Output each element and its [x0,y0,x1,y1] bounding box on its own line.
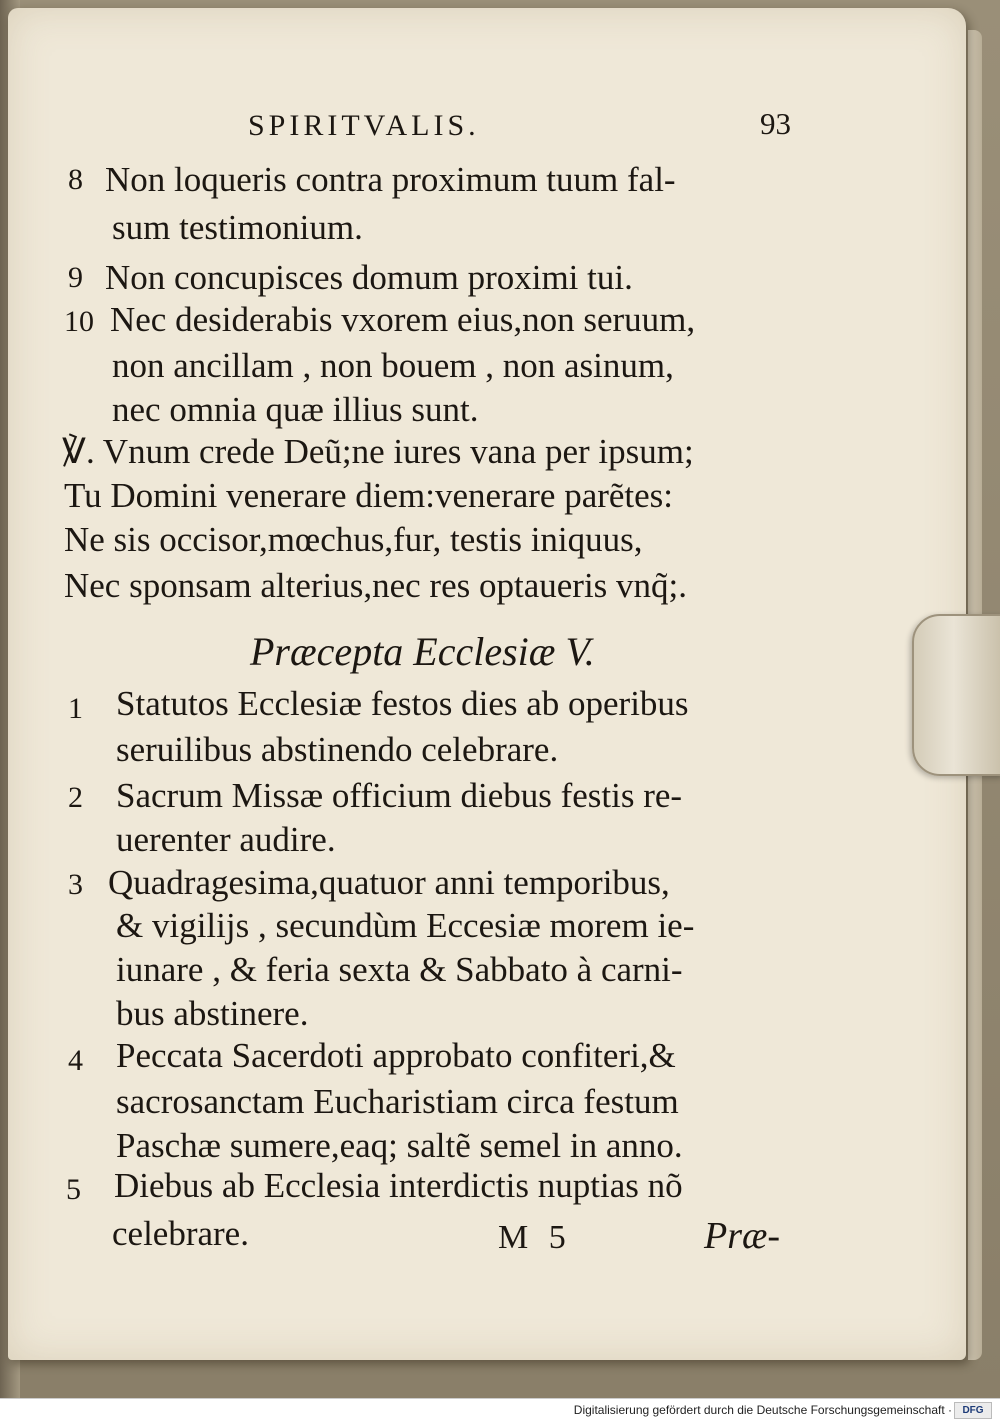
precept-line: Quadragesima,quatuor anni temporibus, [108,863,670,902]
precept-number: 3 [68,868,83,901]
commandment-number: 8 [68,163,83,196]
precept-line: sacrosanctam Eucharistiam circa festum [116,1082,679,1121]
commandment-line: nec omnia quæ illius sunt. [112,390,479,429]
verse-line: Ne sis occisor,mœchus,fur, testis iniquus, [64,520,643,559]
precept-line: Peccata Sacerdoti approbato confiteri,& [116,1036,676,1075]
commandment-line: Non loqueris contra proximum tuum fal- [105,160,676,199]
precept-line: bus abstinere. [116,994,309,1033]
commandment-line: sum testimonium. [112,208,363,247]
dfg-logo: DFG [954,1402,992,1419]
precept-number: 2 [68,781,83,814]
section-title: Præcepta Ecclesiæ V. [250,629,595,674]
running-head: SPIRITVALIS. [248,109,480,142]
book-clasp [912,614,1000,776]
precept-number: 4 [68,1044,83,1077]
precept-line: iunare , & feria sexta & Sabbato à carni- [116,950,683,989]
precept-line: & vigilijs , secundùm Eccesiæ morem ie- [116,906,695,945]
book-page [8,8,966,1360]
precept-line: Sacrum Missæ officium diebus festis re- [116,776,683,815]
commandment-line: Non concupisces domum proximi tui. [105,258,633,297]
footer-bar [0,1398,1000,1421]
funding-credit: Digitalisierung gefördert durch die Deutsche Forschungsgemeinschaft · [573,1403,952,1417]
precept-line: Statutos Ecclesiæ festos dies ab operibus [116,684,689,723]
verse-line: ℣. Vnum crede Deũ;ne iures vana per ipsum; [62,432,694,471]
verse-line: Tu Domini venerare diem:venerare parẽtes: [64,476,674,515]
page-number: 93 [760,106,791,141]
signature-mark: M 5 [498,1219,572,1256]
precept-line: Diebus ab Ecclesia interdictis nuptias nõ [114,1166,683,1205]
catchword: Præ- [704,1215,780,1257]
precept-number: 5 [66,1173,81,1206]
precept-number: 1 [68,692,83,725]
commandment-line: Nec desiderabis vxorem eius,non seruum, [110,300,696,339]
precept-line: Paschæ sumere,eaq; saltẽ semel in anno. [116,1126,683,1165]
commandment-number: 9 [68,261,83,294]
precept-line: seruilibus abstinendo celebrare. [116,730,559,769]
commandment-line: non ancillam , non bouem , non asinum, [112,346,674,385]
verse-line: Nec sponsam alterius,nec res optaueris vnq̃;. [64,566,688,605]
precept-line: uerenter audire. [116,820,336,859]
precept-line: celebrare. [112,1214,249,1253]
commandment-number: 10 [64,305,94,338]
